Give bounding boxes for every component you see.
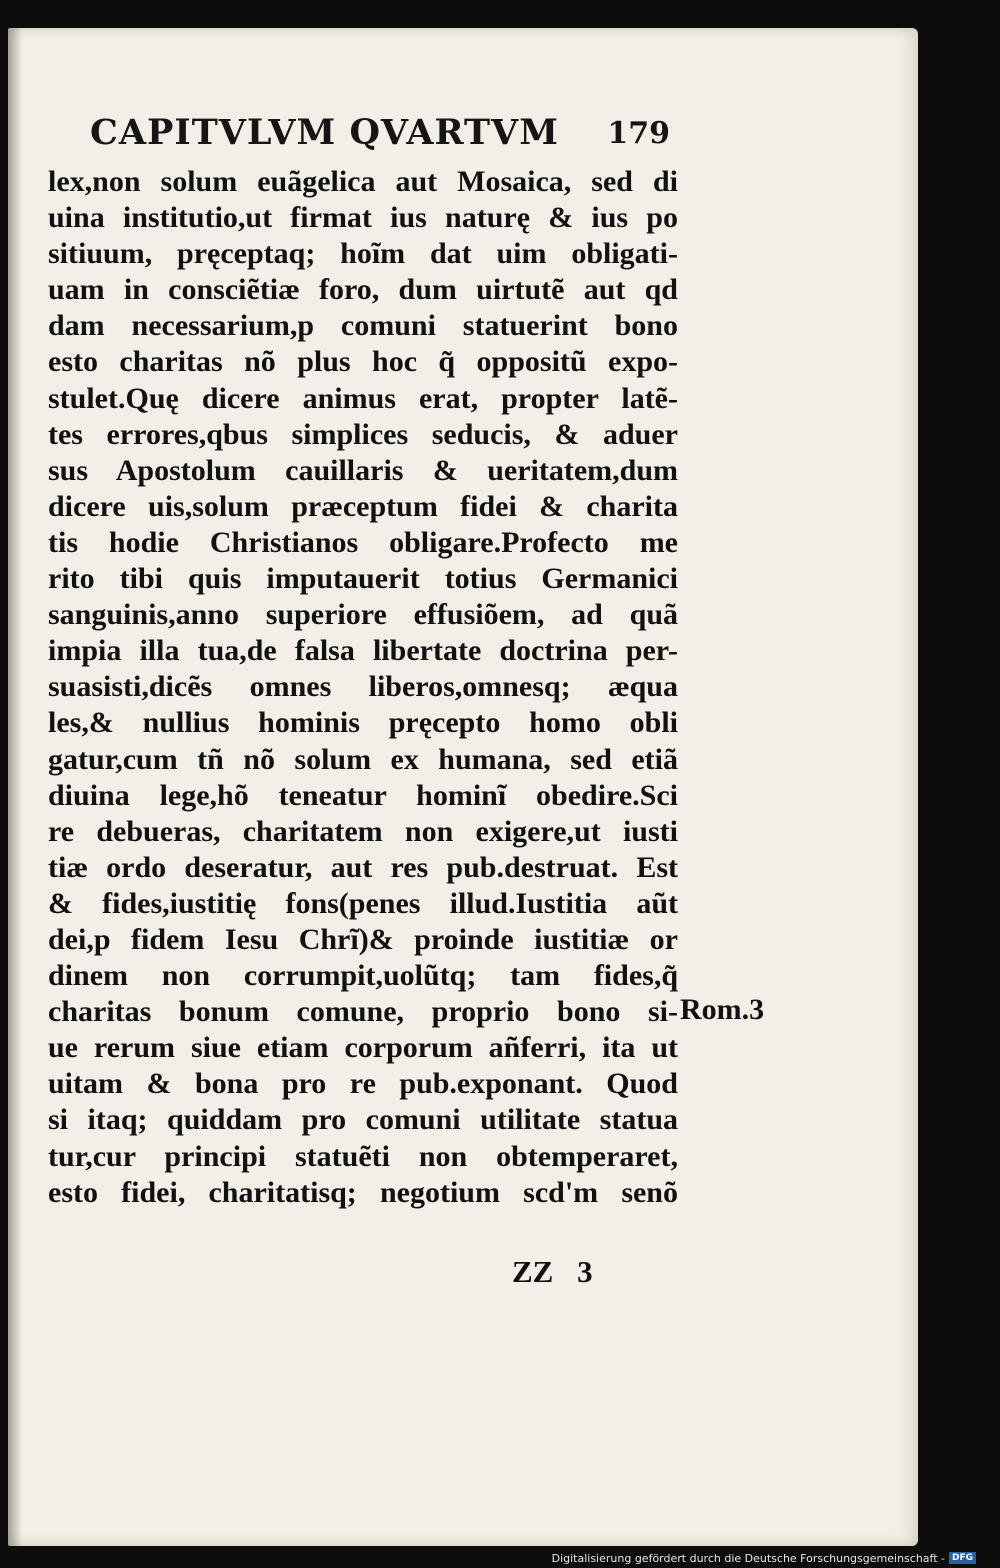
signature-mark: ZZ 3: [512, 1254, 593, 1289]
text-line: esto charitas nõ plus hoc q͂ oppositũ expo-: [48, 345, 678, 379]
text-line: lex,non solum euãgelica aut Mosaica, sed di: [48, 165, 678, 198]
text-line: suasisti,dicẽs omnes liberos,omnesq; æqua: [48, 670, 678, 704]
text-line: stulet.Quę dicere animus erat, propter latẽ-: [48, 381, 678, 415]
page-header: [90, 112, 670, 162]
text-line: dam necessarium,p comuni statuerint bono: [48, 309, 678, 343]
text-line: ue rerum siue etiam corporum añferri, ita ut: [48, 1031, 678, 1065]
text-line: re debueras, charitatem non exigere,ut iusti: [48, 814, 678, 848]
text-line: tur,cur principi statuẽti non obtemperaret,: [48, 1139, 678, 1173]
text-line: si itaq; quiddam pro comuni utilitate statua: [48, 1103, 678, 1137]
text-line: tes errores,qbus simplices seducis, & aduer: [48, 417, 678, 451]
text-line: tiæ ordo deseratur, aut res pub.destruat. Est: [48, 850, 678, 884]
text-line: diuina lege,hõ teneatur hominĩ obedire.Sci: [48, 778, 678, 812]
text-line: uam in consciẽtiæ foro, dum uirtutẽ aut qd: [48, 273, 678, 307]
marginal-note: Rom.3: [680, 993, 765, 1026]
page-number: 179: [607, 116, 670, 151]
text-line: uina institutio,ut firmat ius naturę & ius po: [48, 201, 678, 235]
text-line: les,& nullius hominis pręcepto homo obli: [48, 706, 678, 740]
text-line: charitas bonum comune, proprio bono si-: [48, 995, 678, 1029]
text-line: sanguinis,anno superiore effusiõem, ad quã: [48, 598, 678, 632]
text-line: dei,p fidem Iesu Chrĩ)& proinde iustitiæ or: [48, 922, 678, 956]
text-line: & fides,iustitię fons(penes illud.Iustitia aũt: [48, 886, 678, 920]
text-line: uitam & bona pro re pub.exponant. Quod: [48, 1067, 678, 1101]
text-line: tis hodie Christianos obligare.Profecto me: [48, 525, 678, 559]
running-title: CAPITVLVM QVARTVM: [90, 112, 559, 153]
text-line: dinem non corrumpit,uolũtq; tam fides,q͂: [48, 959, 678, 993]
text-line: sus Apostolum cauillaris & ueritatem,dum: [48, 453, 678, 487]
credit-text: Digitalisierung gefördert durch die Deutsche Forschungsgemeinschaft -: [551, 1551, 945, 1565]
text-line: rito tibi quis imputauerit totius Germanici: [48, 562, 678, 596]
text-line: gatur,cum tñ nõ solum ex humana, sed etiã: [48, 742, 678, 776]
text-line: impia illa tua,de falsa libertate doctrina per-: [48, 634, 678, 668]
digitization-credit: [552, 1551, 976, 1565]
text-line: dicere uis,solum præceptum fidei & charita: [48, 489, 678, 523]
text-block: [48, 164, 678, 1211]
dfg-logo: DFG: [949, 1552, 976, 1564]
text-line: esto fidei, charitatisq; negotium scd'm senõ: [48, 1175, 678, 1209]
text-line: sitiuum, pręceptaq; hoĩm dat uim obligati-: [48, 237, 678, 271]
page-gutter-shadow: [8, 28, 22, 1546]
